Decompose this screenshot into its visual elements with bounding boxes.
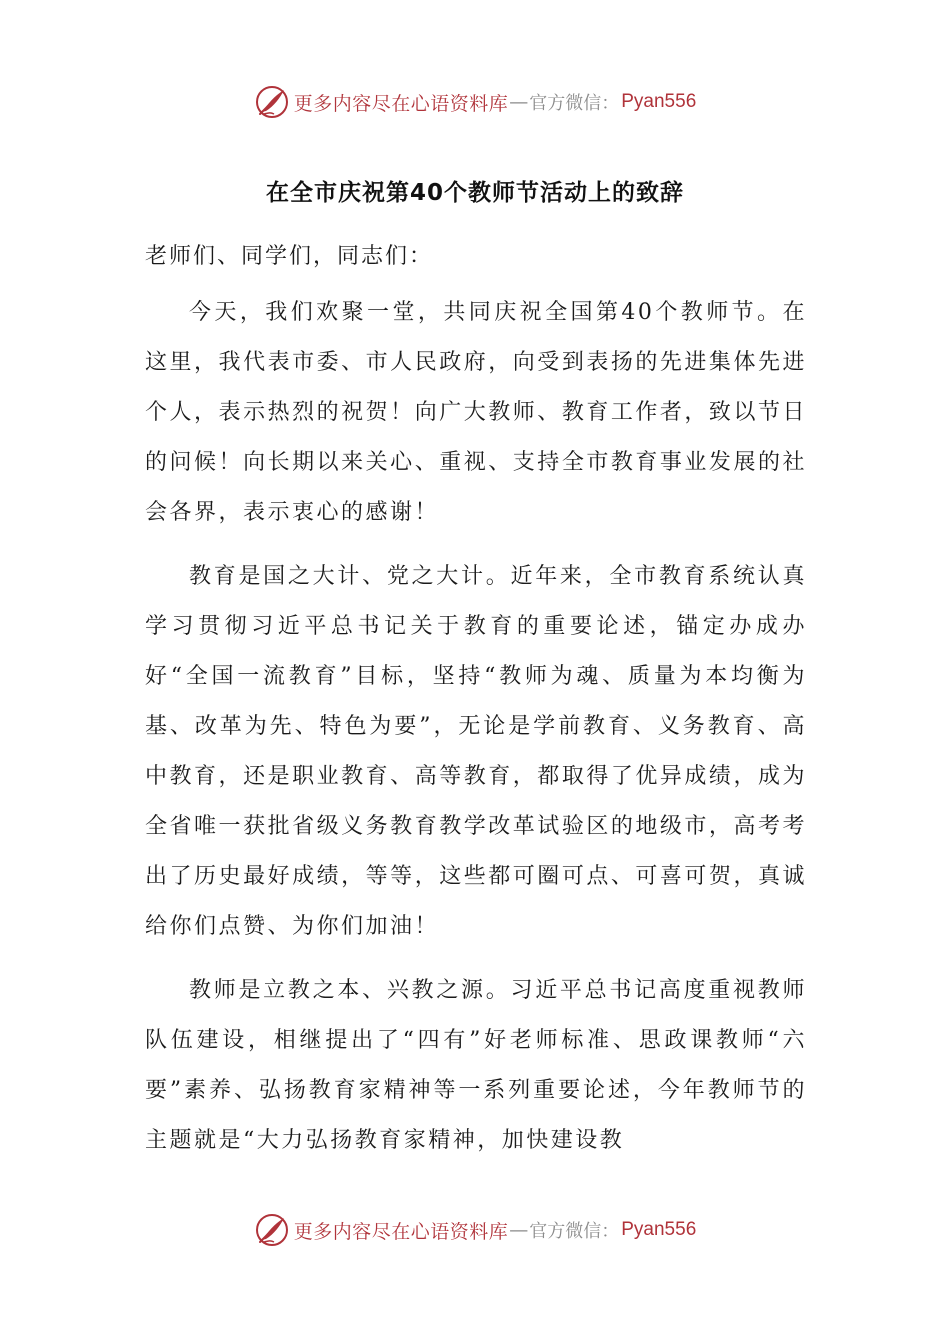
paragraph: 今天，我们欢聚一堂，共同庆祝全国第40个教师节。在这里，我代表市委、市人民政府，向受到表扬的先进集体先进个人，表示热烈的祝贺！向广大教师、教育工作者，致以节日的问候！向长期以来关心、重视、支持全市教育事业发展的社会各界，表示衷心的感谢！ bbox=[145, 300, 807, 525]
brand-text: 更多内容尽在心语资料库 bbox=[293, 1220, 509, 1243]
document-body bbox=[145, 232, 807, 1180]
feather-pen-icon bbox=[254, 84, 290, 120]
paragraph: 教育是国之大计、党之大计。近年来，全市教育系统认真学习贯彻习近平总书记关于教育的重要论述，锚定办成办好“全国一流教育”目标，坚持“教师为魂、质量为本均衡为基、改革为先、特色为要”，无论是学前教育、义务教育、高中教育，还是职业教育、高等教育，都取得了优异成绩，成为全省唯一获批省级义务教育教学改革试验区的地级市，高考考出了历史最好成绩，等等，这些都可圈可点、可喜可贺，真诚给你们点赞、为你们加油！ bbox=[145, 564, 807, 939]
wechat-id: Pyan556 bbox=[621, 91, 697, 112]
brand-separator: — bbox=[509, 91, 529, 113]
document-title: 在全市庆祝第40个教师节活动上的致辞 bbox=[265, 180, 684, 206]
greeting: 老师们、同学们，同志们： bbox=[145, 244, 434, 269]
footer-banner bbox=[0, 1210, 950, 1250]
wechat-id: Pyan556 bbox=[621, 1219, 697, 1240]
header-banner bbox=[0, 82, 950, 122]
wechat-label: 官方微信： bbox=[529, 1221, 620, 1242]
feather-pen-icon bbox=[254, 1212, 290, 1248]
brand-text: 更多内容尽在心语资料库 bbox=[293, 92, 509, 115]
paragraph: 教师是立教之本、兴教之源。习近平总书记高度重视教师队伍建设，相继提出了“四有”好老师标准、思政课教师“六要”素养、弘扬教育家精神等一系列重要论述，今年教师节的主题就是“大力弘扬教育家精神，加快建设教 bbox=[145, 978, 807, 1153]
brand-separator: — bbox=[509, 1219, 529, 1241]
wechat-label: 官方微信： bbox=[529, 93, 620, 114]
